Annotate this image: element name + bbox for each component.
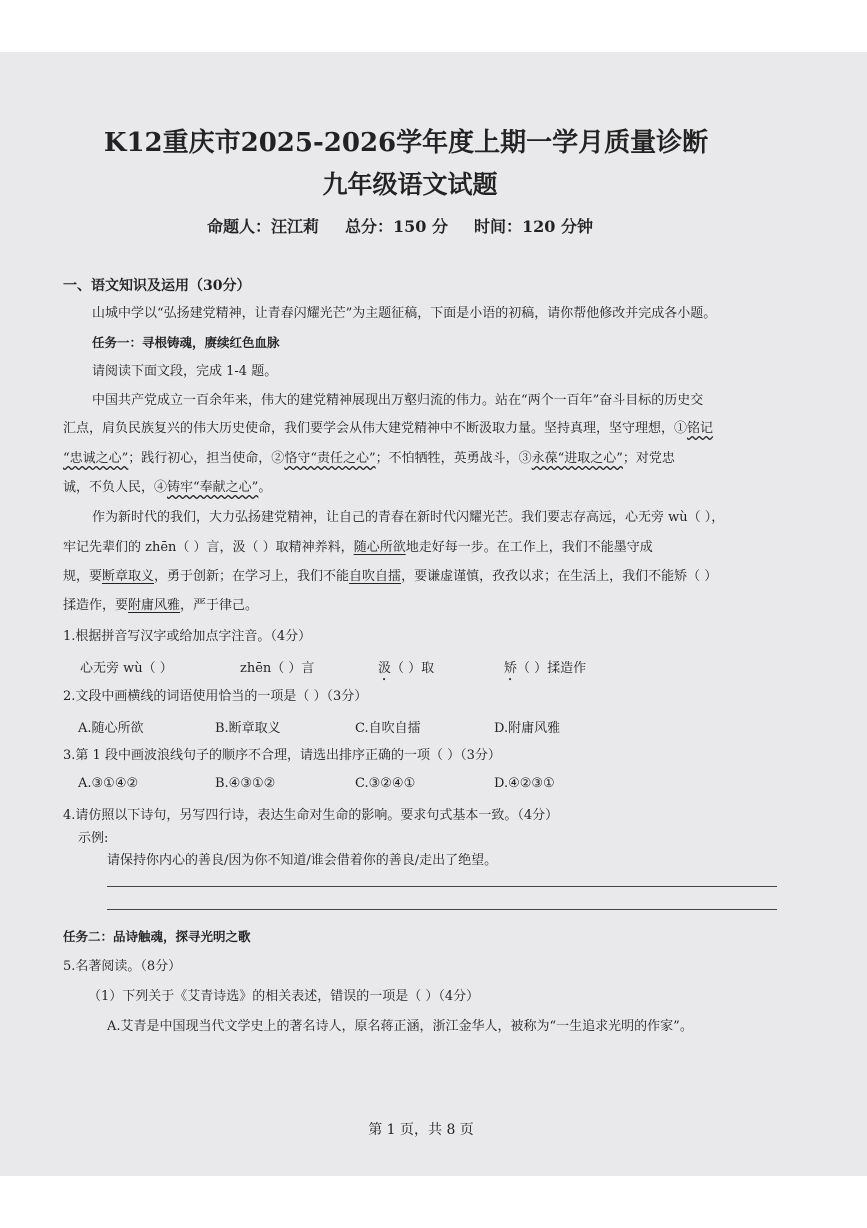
q2-option-a: A.随心所欲 [78,721,144,736]
underlined-word-b: 断章取义 [102,569,155,584]
question-2-stem: 2.文段中画横线的词语使用恰当的一项是（ ）（3分） [63,689,368,704]
wavy-sentence-1a: 铭记 [687,421,714,436]
q5-sub1-stem: （1）下列关于《艾青诗选》的相关表述，错误的一项是（ ）（4分） [88,989,480,1004]
q3-option-c: C.③②④① [355,776,416,791]
question-3-stem: 3.第 1 段中画波浪线句子的顺序不合理，请选出排序正确的一项（ ）（3分） [63,748,501,763]
exam-title: K12重庆市2025-2026学年度上期一学月质量诊断 [103,128,709,158]
para2-line2: 牢记先辈们的 zhēn（ ）言，汲（ ）取精神养料，随心所欲地走好每一步。在工作上，我们不能墨守成 [63,540,653,555]
para1-line4: 诚，不负人民，④铸牢“奉献之心”。 [63,480,272,495]
total-score-label: 总分：150 分 [345,217,448,236]
q3-option-b: B.④③①② [215,776,276,791]
time-label: 时间：120 分钟 [474,217,593,236]
para1-line3: “忠诚之心”；践行初心，担当使命，②恪守“责任之心”；不怕牺牲，英勇战斗，③永葆“进取之心”；对党忠 [63,451,675,466]
underlined-word-d: 附庸风雅 [128,598,181,613]
reading-instruction: 请阅读下面文段，完成 1-4 题。 [92,364,278,379]
page-number: 第 1 页，共 8 页 [368,1122,474,1138]
q2-option-b: B.断章取义 [215,721,281,736]
dotted-char-jiao: 矫 [504,661,518,676]
section-intro: 山城中学以“弘扬建党精神，让青春闪耀光芒”为主题征稿，下面是小语的初稿，请你帮他修改并完成各小题。 [92,306,717,321]
section-heading: 一、语文知识及运用（30分） [63,278,251,294]
underlined-word-c: 自吹自擂 [349,569,402,584]
q1-blank-b: zhēn（ ）言 [240,661,315,676]
answer-line-2 [107,909,777,910]
dotted-char-ji: 汲 [378,661,392,676]
para2-line3: 规，要断章取义，勇于创新；在学习上，我们不能自吹自擂，要谦虚谨慎，孜孜以求；在生活上，我们不能矫（ ） [63,569,718,584]
exam-meta [207,214,619,237]
q3-option-d: D.④②③① [494,776,555,791]
question-5-stem: 5.名著阅读。（8分） [63,959,182,974]
q5-option-a: A.艾青是中国现当代文学史上的著名诗人，原名蒋正涵，浙江金华人，被称为“一生追求光明的作家”。 [107,1019,693,1034]
task2-heading: 任务二：品诗触魂，探寻光明之歌 [63,929,251,944]
para1-line1: 中国共产党成立一百余年来，伟大的建党精神展现出万壑归流的伟力。站在“两个一百年”奋斗目标的历史交 [92,393,704,408]
question-4-stem: 4.请仿照以下诗句，另写四行诗，表达生命对生命的影响。要求句式基本一致。（4分） [63,808,559,823]
task1-heading: 任务一：寻根铸魂，赓续红色血脉 [92,335,280,350]
q1-blank-d: 矫（ ）揉造作 [504,661,587,676]
wavy-sentence-4: 铸牢“奉献之心” [167,480,259,495]
para2-line4: 揉造作，要附庸风雅，严于律己。 [63,598,259,613]
q3-option-a: A.③①④② [78,776,139,791]
q1-blank-a: 心无旁 wù（ ） [80,661,173,676]
para2-line1: 作为新时代的我们，大力弘扬建党精神，让自己的青春在新时代闪耀光芒。我们要志存高远，心无旁 wù（ ）， [92,510,725,525]
wavy-sentence-3: 永葆“进取之心” [531,451,623,466]
underlined-word-a: 随心所欲 [353,540,406,555]
question-1-stem: 1.根据拼音写汉字或给加点字注音。（4分） [63,629,312,644]
para1-line2: 汇点，肩负民族复兴的伟大历史使命，我们要学会从伟大建党精神中不断汲取力量。坚持真理，坚守理想，①铭记 [63,421,714,436]
q2-option-c: C.自吹自擂 [355,721,421,736]
q4-example-text: 请保持你内心的善良/因为你不知道/谁会借着你的善良/走出了绝望。 [107,853,498,868]
q1-blank-c: 汲（ ）取 [378,661,435,676]
wavy-sentence-2: 恪守“责任之心” [284,451,376,466]
wavy-sentence-1b: “忠诚之心” [63,451,129,466]
answer-line-1 [107,886,777,887]
q4-example-label: 示例: [78,831,109,846]
exam-subtitle: 九年级语文试题 [322,170,498,199]
q2-option-d: D.附庸风雅 [494,721,561,736]
author-label: 命题人：汪江莉 [207,217,320,236]
